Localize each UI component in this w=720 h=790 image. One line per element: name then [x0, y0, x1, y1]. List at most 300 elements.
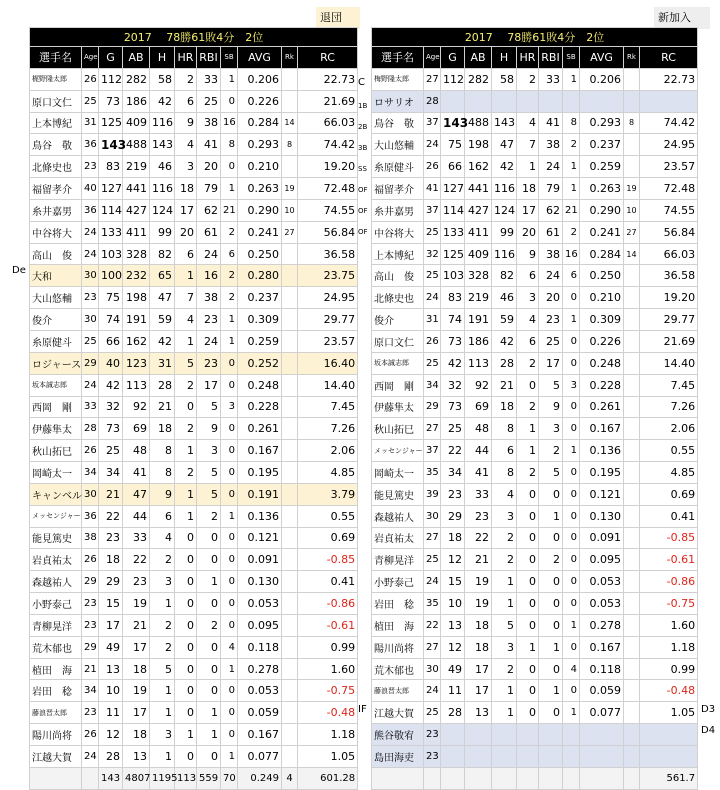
- stolen-bases: 4: [563, 658, 580, 680]
- rbi: 62: [539, 199, 563, 221]
- player-age: 31: [424, 309, 441, 331]
- player-row: [30, 287, 358, 309]
- batting-average: 0.226: [238, 90, 282, 112]
- home-runs: 18: [175, 178, 197, 200]
- hits: 99: [492, 221, 517, 243]
- batting-average: 0.136: [580, 440, 624, 462]
- rbi: 0: [197, 527, 221, 549]
- position-label: 2B: [358, 123, 368, 131]
- player-name: 秋山拓巳: [30, 440, 82, 462]
- games: 12: [441, 549, 465, 571]
- stolen-bases: 0: [221, 483, 238, 505]
- hits: 124: [150, 199, 175, 221]
- player-name: メッセンジャー: [372, 440, 424, 462]
- player-age: 26: [424, 330, 441, 352]
- games: 12: [99, 724, 123, 746]
- home-runs: 0: [175, 636, 197, 658]
- player-name: キャンベル: [30, 483, 82, 505]
- runs-created: 74.55: [298, 199, 358, 221]
- rbi: 33: [539, 68, 563, 90]
- home-runs: 4: [175, 309, 197, 331]
- hits: 47: [492, 134, 517, 156]
- batting-average: 0.091: [238, 549, 282, 571]
- player-row: [30, 593, 358, 615]
- player-name: 上本博紀: [30, 112, 82, 134]
- games: 49: [99, 636, 123, 658]
- home-runs: 1: [175, 440, 197, 462]
- batting-average: 0.228: [238, 396, 282, 418]
- rbi: 38: [197, 112, 221, 134]
- rbi: 0: [539, 702, 563, 724]
- games: 127: [99, 178, 123, 200]
- games: 13: [441, 614, 465, 636]
- rbi: 0: [197, 746, 221, 768]
- player-name: 江越大賀: [30, 746, 82, 768]
- player-age: 30: [82, 265, 99, 287]
- at-bats: 441: [123, 178, 150, 200]
- rbi: 38: [539, 243, 563, 265]
- batting-average: 0.130: [238, 571, 282, 593]
- player-name: 梶野隆太郎: [30, 68, 82, 90]
- home-runs: 17: [517, 199, 539, 221]
- player-row: [372, 614, 698, 636]
- stolen-bases: 0: [563, 593, 580, 615]
- stolen-bases: 0: [221, 724, 238, 746]
- position-label: OF: [358, 186, 368, 194]
- player-age: 25: [424, 549, 441, 571]
- player-row: [30, 462, 358, 484]
- runs-created: 1.18: [640, 636, 698, 658]
- runs-created: 1.05: [298, 746, 358, 768]
- player-age: 23: [82, 702, 99, 724]
- player-age: 30: [424, 505, 441, 527]
- rbi: 2: [197, 505, 221, 527]
- runs-created: 21.69: [298, 90, 358, 112]
- hits: 116: [492, 243, 517, 265]
- rbi: 5: [197, 483, 221, 505]
- player-age: 41: [424, 178, 441, 200]
- column-header-age: Age: [424, 47, 441, 69]
- at-bats: 282: [465, 68, 492, 90]
- player-age: 36: [82, 199, 99, 221]
- home-runs: 0: [175, 614, 197, 636]
- home-runs: 0: [517, 505, 539, 527]
- runs-created: 74.42: [640, 112, 698, 134]
- rbi: 3: [539, 418, 563, 440]
- runs-created: -0.48: [298, 702, 358, 724]
- player-row: [372, 658, 698, 680]
- player-row: [30, 746, 358, 768]
- hits: 2: [150, 636, 175, 658]
- games: 74: [441, 309, 465, 331]
- runs-created: 24.95: [298, 287, 358, 309]
- stolen-bases: 0: [221, 702, 238, 724]
- rank: 10: [282, 199, 298, 221]
- player-row: [372, 374, 698, 396]
- player-name: 高山 俊: [372, 265, 424, 287]
- player-name: 上本博紀: [372, 243, 424, 265]
- rbi: 0: [197, 680, 221, 702]
- player-row: [30, 374, 358, 396]
- home-runs: [517, 724, 539, 746]
- stolen-bases: 1: [221, 309, 238, 331]
- home-runs: 1: [517, 418, 539, 440]
- player-age: 26: [424, 156, 441, 178]
- home-runs: 4: [517, 112, 539, 134]
- player-age: 27: [424, 418, 441, 440]
- runs-created: 66.03: [298, 112, 358, 134]
- at-bats: 41: [465, 462, 492, 484]
- rank: [624, 593, 640, 615]
- home-runs: 2: [175, 374, 197, 396]
- rank: [624, 505, 640, 527]
- games: 73: [99, 90, 123, 112]
- player-age: 26: [82, 68, 99, 90]
- batting-average: 0.210: [580, 287, 624, 309]
- batting-average: 0.261: [238, 418, 282, 440]
- player-name: 荒木郁也: [30, 636, 82, 658]
- player-age: 24: [424, 571, 441, 593]
- stolen-bases: 8: [563, 112, 580, 134]
- rank: [282, 374, 298, 396]
- batting-average: 0.053: [580, 571, 624, 593]
- rank: [624, 134, 640, 156]
- column-header-hr: HR: [517, 47, 539, 69]
- batting-average: 0.195: [238, 462, 282, 484]
- games: 15: [441, 571, 465, 593]
- hits: 18: [492, 396, 517, 418]
- runs-created: 74.42: [298, 134, 358, 156]
- player-age: 27: [424, 636, 441, 658]
- player-age: 28: [424, 90, 441, 112]
- player-name: 大和: [30, 265, 82, 287]
- stolen-bases: 3: [563, 374, 580, 396]
- home-runs: 3: [175, 156, 197, 178]
- hits: 21: [492, 374, 517, 396]
- column-header-rbi: RBI: [197, 47, 221, 69]
- header-row: [372, 47, 698, 69]
- hits: 3: [492, 636, 517, 658]
- hits: 58: [150, 68, 175, 90]
- games: 114: [99, 199, 123, 221]
- player-name: 能見篤史: [372, 483, 424, 505]
- games: 143: [441, 112, 465, 134]
- player-row: [30, 702, 358, 724]
- batting-average: 0.091: [580, 527, 624, 549]
- runs-created: -0.86: [640, 571, 698, 593]
- stolen-bases: 0: [563, 418, 580, 440]
- home-runs: 0: [517, 680, 539, 702]
- player-name: 俊介: [372, 309, 424, 331]
- runs-created: 29.77: [640, 309, 698, 331]
- stolen-bases: 2: [563, 134, 580, 156]
- at-bats: 488: [123, 134, 150, 156]
- total-g: [441, 767, 465, 789]
- hits: 99: [150, 221, 175, 243]
- rank: [282, 549, 298, 571]
- hits: 5: [150, 658, 175, 680]
- runs-created: 1.60: [640, 614, 698, 636]
- column-header-avg: AVG: [238, 47, 282, 69]
- total-rk: [624, 767, 640, 789]
- games: 18: [99, 549, 123, 571]
- runs-created: -0.61: [298, 614, 358, 636]
- player-name: 能見篤史: [30, 527, 82, 549]
- rbi: 2: [539, 549, 563, 571]
- games: 83: [441, 287, 465, 309]
- home-runs: 3: [517, 287, 539, 309]
- games: 21: [99, 483, 123, 505]
- player-age: 27: [424, 68, 441, 90]
- player-row: [30, 265, 358, 287]
- runs-created: 36.58: [298, 243, 358, 265]
- stolen-bases: 0: [221, 156, 238, 178]
- total-ab: 4807: [123, 767, 150, 789]
- runs-created: 14.40: [298, 374, 358, 396]
- position-label: 1B: [358, 102, 368, 110]
- batting-average: 0.191: [238, 483, 282, 505]
- rbi: 1: [539, 680, 563, 702]
- player-age: 24: [82, 221, 99, 243]
- rbi: 24: [197, 243, 221, 265]
- batting-average: 0.290: [238, 199, 282, 221]
- at-bats: 17: [123, 636, 150, 658]
- games: 49: [441, 658, 465, 680]
- games: 75: [441, 134, 465, 156]
- player-name: 岩田 稔: [30, 680, 82, 702]
- hits: 31: [150, 352, 175, 374]
- hits: 28: [150, 374, 175, 396]
- games: 100: [99, 265, 123, 287]
- games: [441, 90, 465, 112]
- games: 127: [441, 178, 465, 200]
- player-row: [372, 134, 698, 156]
- player-row: [30, 418, 358, 440]
- player-row: [30, 527, 358, 549]
- column-header-age: Age: [82, 47, 99, 69]
- batting-average: [580, 724, 624, 746]
- games: 22: [99, 505, 123, 527]
- rank: [282, 527, 298, 549]
- hits: 1: [150, 746, 175, 768]
- rank: [282, 243, 298, 265]
- player-row: [372, 702, 698, 724]
- stolen-bases: 1: [221, 746, 238, 768]
- at-bats: 19: [123, 593, 150, 615]
- home-runs: 0: [175, 746, 197, 768]
- home-runs: [517, 746, 539, 768]
- runs-created: 0.99: [298, 636, 358, 658]
- runs-created: -0.61: [640, 549, 698, 571]
- rbi: 0: [197, 549, 221, 571]
- rank: [282, 636, 298, 658]
- batting-average: 0.167: [238, 440, 282, 462]
- stolen-bases: 0: [563, 636, 580, 658]
- rbi: 1: [197, 724, 221, 746]
- at-bats: 219: [465, 287, 492, 309]
- stolen-bases: 0: [221, 527, 238, 549]
- stolen-bases: [563, 724, 580, 746]
- home-runs: 1: [175, 724, 197, 746]
- games: 11: [441, 680, 465, 702]
- player-row: [372, 352, 698, 374]
- batting-average: 0.195: [580, 462, 624, 484]
- batting-average: 0.284: [580, 243, 624, 265]
- rbi: 0: [197, 658, 221, 680]
- runs-created: 3.79: [298, 483, 358, 505]
- stolen-bases: 2: [221, 287, 238, 309]
- rank: 14: [624, 243, 640, 265]
- games: 73: [441, 330, 465, 352]
- player-age: 29: [82, 636, 99, 658]
- at-bats: [465, 90, 492, 112]
- home-runs: 2: [517, 462, 539, 484]
- player-row: [372, 505, 698, 527]
- column-header-ab: AB: [123, 47, 150, 69]
- total-rk: 4: [282, 767, 298, 789]
- games: 34: [441, 462, 465, 484]
- player-age: 31: [82, 112, 99, 134]
- batting-average: 0.095: [580, 549, 624, 571]
- player-age: 26: [82, 724, 99, 746]
- at-bats: 69: [123, 418, 150, 440]
- stolen-bases: 3: [221, 396, 238, 418]
- batting-average: 0.095: [238, 614, 282, 636]
- at-bats: 22: [123, 549, 150, 571]
- player-name: 荒木郁也: [372, 658, 424, 680]
- at-bats: 162: [123, 330, 150, 352]
- player-age: 35: [424, 593, 441, 615]
- de-label: De: [12, 265, 26, 276]
- runs-created: 56.84: [640, 221, 698, 243]
- season-title: 2017 78勝61敗4分 2位: [30, 28, 358, 47]
- rbi: 24: [539, 156, 563, 178]
- player-age: 30: [82, 483, 99, 505]
- player-name: 岡崎太一: [372, 462, 424, 484]
- total-ab: [465, 767, 492, 789]
- stolen-bases: 6: [221, 243, 238, 265]
- at-bats: 411: [123, 221, 150, 243]
- stolen-bases: 0: [563, 527, 580, 549]
- batting-average: 0.226: [580, 330, 624, 352]
- games: 143: [99, 134, 123, 156]
- stolen-bases: 0: [221, 90, 238, 112]
- player-name: 植田 海: [30, 658, 82, 680]
- games: 66: [99, 330, 123, 352]
- column-header-rk: Rk: [624, 47, 640, 69]
- rbi: 1: [197, 571, 221, 593]
- home-runs: 2: [517, 352, 539, 374]
- home-runs: 20: [175, 221, 197, 243]
- hits: 42: [492, 330, 517, 352]
- player-age: 36: [82, 505, 99, 527]
- rbi: 0: [539, 483, 563, 505]
- games: 66: [441, 156, 465, 178]
- batting-average: 0.118: [238, 636, 282, 658]
- stolen-bases: 1: [221, 658, 238, 680]
- stolen-bases: 1: [221, 178, 238, 200]
- stolen-bases: 21: [221, 199, 238, 221]
- runs-created: 72.48: [298, 178, 358, 200]
- player-row: [372, 68, 698, 90]
- hits: 58: [492, 68, 517, 90]
- player-row: [372, 330, 698, 352]
- player-name: 藤浪晋太郎: [372, 680, 424, 702]
- player-age: 21: [82, 658, 99, 680]
- runs-created: 7.26: [298, 418, 358, 440]
- stolen-bases: 1: [221, 505, 238, 527]
- player-name: 秋山拓巳: [372, 418, 424, 440]
- home-runs: 4: [517, 309, 539, 331]
- player-name: 大山悠輔: [372, 134, 424, 156]
- stolen-bases: [563, 90, 580, 112]
- batting-average: 0.059: [580, 680, 624, 702]
- rank: [282, 90, 298, 112]
- home-runs: 9: [175, 112, 197, 134]
- draft-3-label: D3: [701, 704, 716, 715]
- position-label: 3B: [358, 144, 368, 152]
- column-header-rc: RC: [640, 47, 698, 69]
- at-bats: 48: [123, 440, 150, 462]
- column-header-sb: SB: [563, 47, 580, 69]
- runs-created: 23.75: [298, 265, 358, 287]
- batting-average: 0.053: [580, 593, 624, 615]
- player-name: 原口文仁: [372, 330, 424, 352]
- player-age: 23: [424, 724, 441, 746]
- home-runs: 1: [517, 440, 539, 462]
- player-age: 25: [424, 702, 441, 724]
- player-name: 糸原健斗: [372, 156, 424, 178]
- batting-average: 0.059: [238, 702, 282, 724]
- batting-average: 0.206: [238, 68, 282, 90]
- runs-created: 74.55: [640, 199, 698, 221]
- rank: [624, 352, 640, 374]
- games: 29: [99, 571, 123, 593]
- player-age: 39: [424, 483, 441, 505]
- home-runs: 2: [517, 68, 539, 90]
- runs-created: 16.40: [298, 352, 358, 374]
- at-bats: 19: [465, 571, 492, 593]
- batting-average: 0.293: [238, 134, 282, 156]
- rank: 8: [282, 134, 298, 156]
- games: 40: [99, 352, 123, 374]
- hits: 46: [150, 156, 175, 178]
- rank: [624, 287, 640, 309]
- player-name: メッセンジャー: [30, 505, 82, 527]
- rbi: 2: [539, 440, 563, 462]
- player-name: 北條史也: [372, 287, 424, 309]
- hits: [492, 90, 517, 112]
- rank: [282, 396, 298, 418]
- column-header-sb: SB: [221, 47, 238, 69]
- player-name: 江越大賀: [372, 702, 424, 724]
- player-row: [30, 243, 358, 265]
- total-row: [372, 767, 698, 789]
- player-name: 中谷将大: [30, 221, 82, 243]
- player-row: [372, 549, 698, 571]
- player-name: 小野泰己: [372, 571, 424, 593]
- rank: [624, 483, 640, 505]
- player-name: 森越祐人: [30, 571, 82, 593]
- at-bats: 22: [465, 527, 492, 549]
- games: 13: [99, 658, 123, 680]
- stolen-bases: 0: [221, 418, 238, 440]
- player-row: [372, 90, 698, 112]
- rank: [282, 658, 298, 680]
- player-row: [372, 112, 698, 134]
- hits: 82: [492, 265, 517, 287]
- player-row: [30, 636, 358, 658]
